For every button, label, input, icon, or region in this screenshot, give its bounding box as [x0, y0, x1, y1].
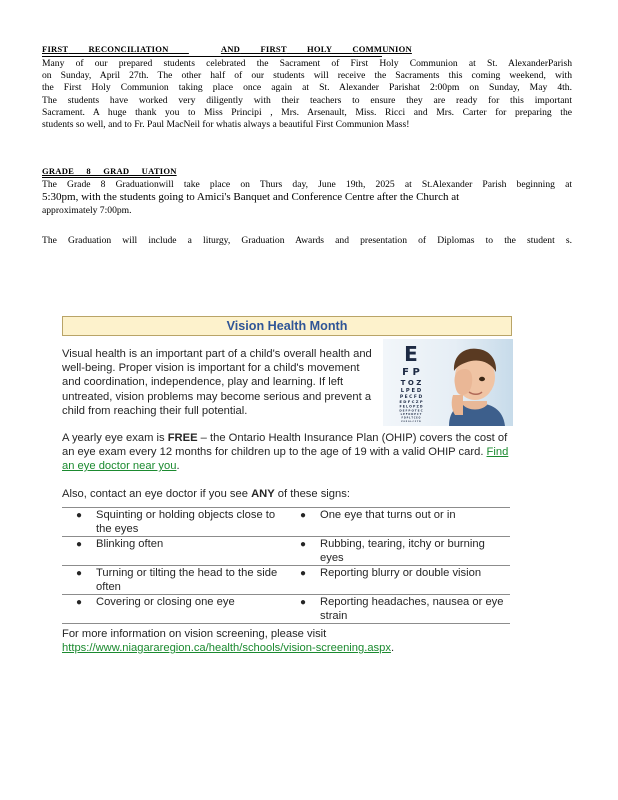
bullet-icon: ● — [75, 539, 83, 550]
table-row — [62, 508, 510, 537]
sign-item: Reporting blurry or double vision — [320, 567, 482, 579]
svg-text:F D P L T C E O: F D P L T C E O — [401, 416, 421, 420]
paragraph-line: Sacrament. A huge thank you to Miss Principi , Mrs. Arsenault, Miss. Ricci and Mrs. Carter for preparing the — [42, 106, 572, 118]
paragraph-line: The Grade 8 Graduationwill take place on Thurs day, June 19th, 2025 at St.Alexander Parish beginning at — [42, 179, 572, 190]
paragraph-line: 5:30pm, with the students going to Amici's Banquet and Conference Centre after the Church at — [42, 191, 460, 204]
sign-item: Covering or closing one eye — [96, 596, 235, 608]
svg-text:T O Z: T O Z — [400, 379, 422, 387]
more-info-paragraph: For more information on vision screening, please visit https://www.niagararegion.ca/health/schools/vision-screening.aspx. — [62, 627, 518, 655]
heading-underline — [42, 177, 160, 178]
heading-word: COMMUNION — [352, 44, 412, 54]
paragraph-line: Many of our prepared students celebrated the Sacrament of First Holy Communion at St. AlexanderParish — [42, 58, 572, 69]
bullet-icon: ● — [299, 597, 307, 608]
heading-word: AND — [220, 44, 241, 54]
bullet-icon: ● — [299, 568, 307, 579]
graduation-heading: GRADE 8 GRAD UATION — [42, 166, 177, 176]
bullet-icon: ● — [299, 510, 307, 521]
sign-item: Squinting or holding objects close to the eyes — [96, 509, 276, 535]
more-info-text: For more information on vision screening, please visit — [62, 628, 327, 640]
reconciliation-heading — [42, 44, 412, 54]
eye-exam-paragraph: A yearly eye exam is FREE – the Ontario Health Insurance Plan (OHIP) covers the cost of an eye exam every 12 months for children up to the age of 19 with a valid OHIP card. Find an eye doctor near you. — [62, 432, 509, 472]
signs-intro: Also, contact an eye doctor if you see ANY of these signs: — [62, 488, 350, 500]
paragraph-line: approximately 7:00pm. — [42, 205, 132, 217]
svg-text:D E F P O T E C: D E F P O T E C — [399, 408, 423, 413]
bullet-icon: ● — [299, 539, 307, 550]
any-emphasis: ANY — [251, 488, 275, 500]
svg-text:P E Z O L C F T D: P E Z O L C F T D — [401, 421, 421, 423]
heading-word: RECONCILIATION — [88, 44, 169, 54]
heading-word: FIRST — [42, 44, 69, 54]
paragraph-line: the First Holy Communion taking place once again at St. Alexander Parishat 2:00pm on Sunday, May 4th. — [42, 82, 572, 94]
graduation-paragraph-2 — [42, 235, 572, 247]
table-row — [62, 595, 510, 624]
svg-text:F P: F P — [402, 367, 420, 378]
reconciliation-paragraph — [42, 58, 572, 131]
table-row — [62, 566, 510, 595]
bullet-icon: ● — [75, 568, 83, 579]
svg-text:L P E D: L P E D — [400, 388, 422, 394]
svg-text:E: E — [404, 342, 418, 366]
sign-item: Reporting headaches, nausea or eye strain — [320, 596, 504, 622]
svg-text:F E L O P Z D: F E L O P Z D — [399, 404, 423, 409]
svg-text:P E C F D: P E C F D — [399, 395, 423, 400]
signs-table — [62, 507, 510, 624]
vision-health-title: Vision Health Month — [62, 316, 512, 336]
child-eye-chart-photo — [383, 339, 513, 426]
sign-item: One eye that turns out or in — [320, 509, 456, 521]
bullet-icon: ● — [75, 597, 83, 608]
sign-item: Blinking often — [96, 538, 164, 550]
find-eye-doctor-link[interactable]: Find an eye doctor near you — [62, 446, 509, 472]
paragraph-line: The Graduation will include a liturgy, Graduation Awards and presentation of Diplomas to the student s. — [42, 235, 572, 246]
heading-word: HOLY — [306, 44, 332, 54]
heading-underline — [42, 56, 382, 57]
sign-item: Rubbing, tearing, itchy or burning eyes — [320, 538, 485, 564]
sign-item: Turning or tilting the head to the side often — [96, 567, 278, 593]
free-emphasis: FREE — [167, 432, 198, 444]
bullet-icon: ● — [75, 510, 83, 521]
paragraph-line: students so well, and to Fr. Paul MacNeil for whatis always a beautiful First Communion Mass! — [42, 118, 410, 130]
table-row — [62, 537, 510, 566]
paragraph-line: The students have worked very diligently with their teachers to ensure they are ready for this important — [42, 94, 572, 106]
paragraph-line: on Sunday, April 27th. The other half of our students will receive the Sacraments this coming weekend, with — [42, 70, 572, 82]
vision-intro: Visual health is an important part of a child's overall health and well-being. Proper vision is important for a child's movement and coordination, independence, play and learning. If left untreated, vision problems may become serious and prevent a child from reaching their full potential. — [62, 348, 372, 417]
svg-text:L E F O D P C T: L E F O D P C T — [400, 413, 422, 416]
graduation-paragraph — [42, 179, 572, 217]
heading-word: FIRST — [260, 44, 287, 54]
vision-screening-link[interactable]: https://www.niagararegion.ca/health/schools/vision-screening.aspx — [62, 642, 391, 654]
svg-text:E D F C Z P: E D F C Z P — [399, 399, 423, 404]
